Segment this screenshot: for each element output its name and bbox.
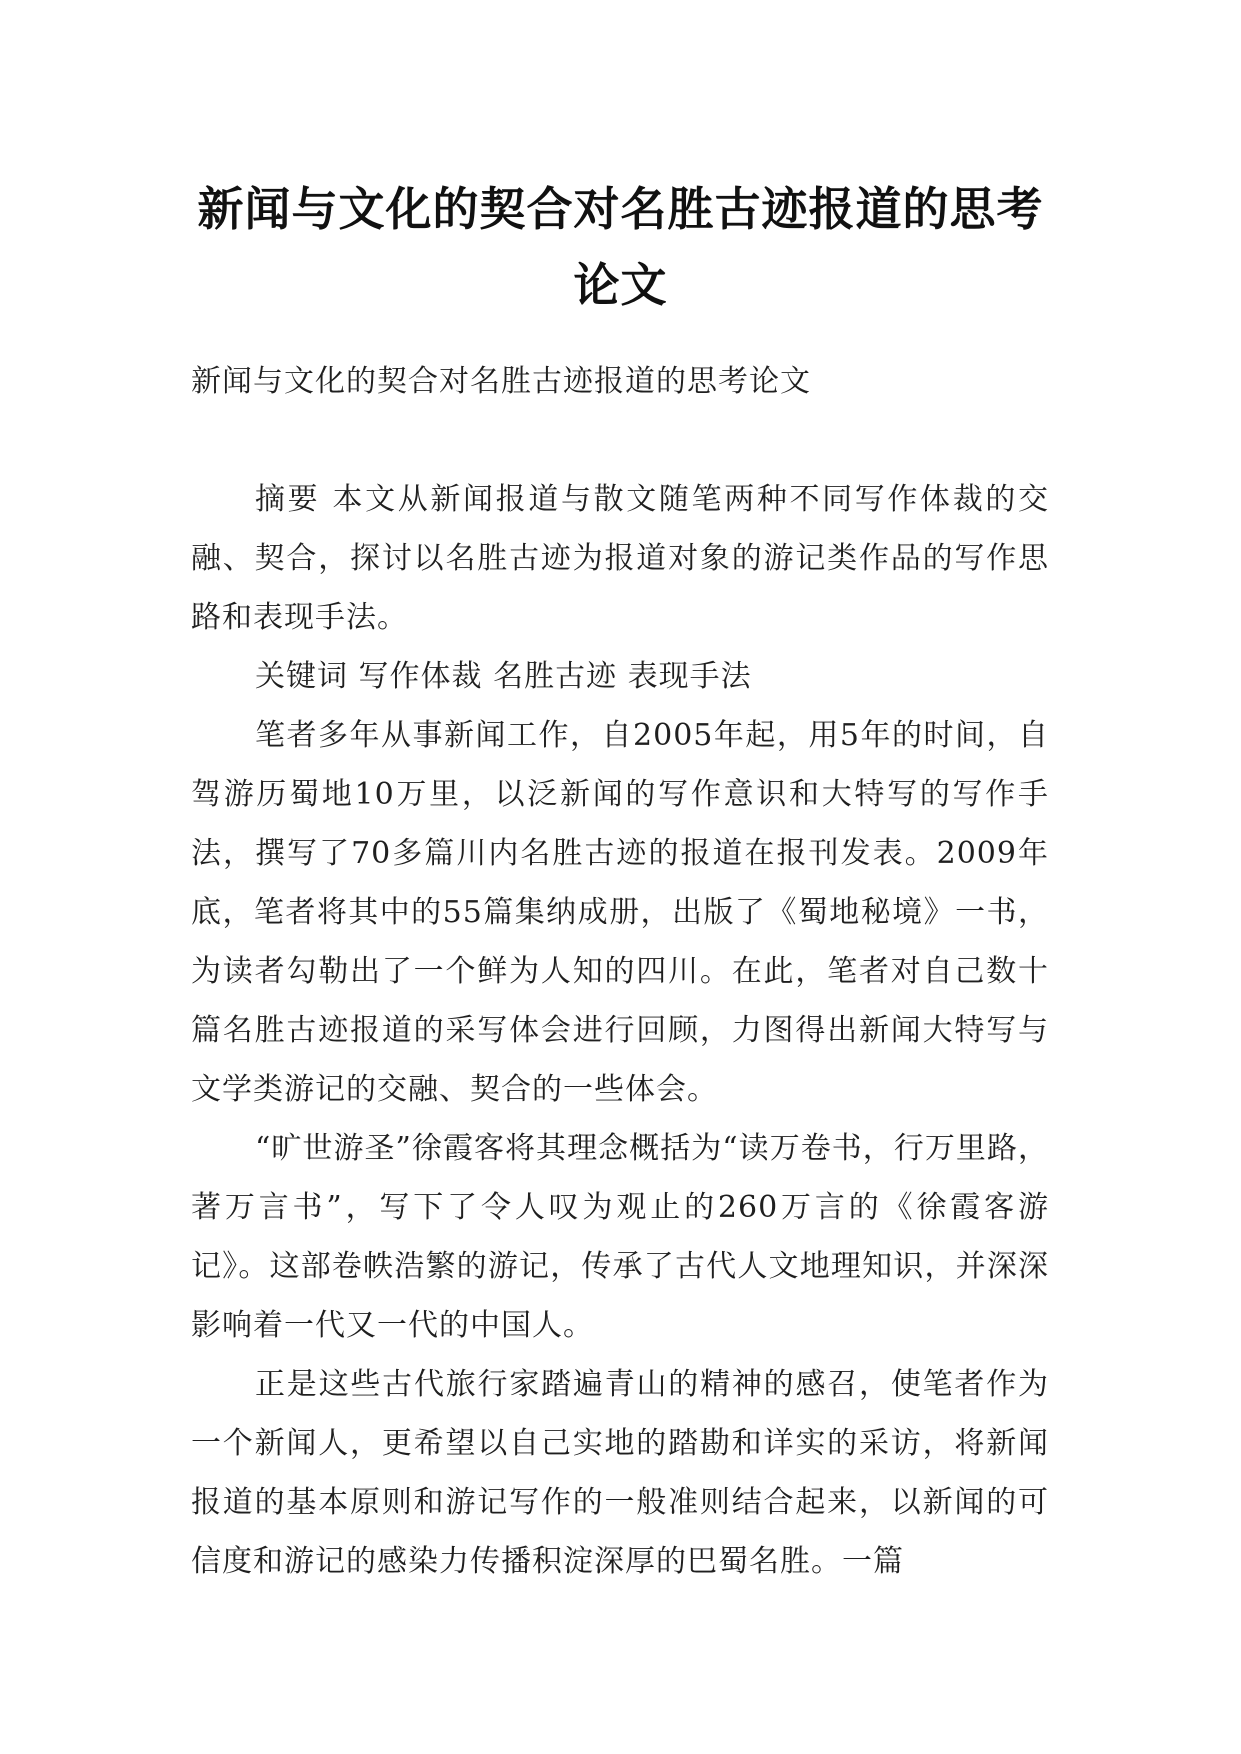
- body-paragraph: 笔者多年从事新闻工作，自2005年起，用5年的时间，自驾游历蜀地10万里，以泛新闻的写作意识和大特写的写作手法，撰写了70多篇川内名胜古迹的报道在报刊发表。2009年底，笔者将其中的55篇集纳成册，出版了《蜀地秘境》一书，为读者勾勒出了一个鲜为人知的四川。在此，笔者对自己数十篇名胜古迹报道的采写体会进行回顾，力图得出新闻大特写与文学类游记的交融、契合的一些体会。: [191, 718, 1049, 1107]
- document-subtitle: 新闻与文化的契合对名胜古迹报道的思考论文: [191, 364, 811, 399]
- document-title: [150, 171, 1091, 323]
- abstract-paragraph: 摘要 本文从新闻报道与散文随笔两种不同写作体裁的交融、契合，探讨以名胜古迹为报道对象的游记类作品的写作思路和表现手法。: [191, 482, 1049, 635]
- title-line-1: 新闻与文化的契合对名胜古迹报道的思考: [197, 181, 1044, 236]
- title-line-2: 论文: [573, 257, 668, 312]
- body-paragraph: 正是这些古代旅行家踏遍青山的精神的感召，使笔者作为一个新闻人，更希望以自己实地的踏勘和详实的采访，将新闻报道的基本原则和游记写作的一般准则结合起来，以新闻的可信度和游记的感染力传播积淀深厚的巴蜀名胜。一篇: [191, 1367, 1049, 1579]
- body-paragraph: “旷世游圣”徐霞客将其理念概括为“读万卷书，行万里路，著万言书”，写下了令人叹为观止的260万言的《徐霞客游记》。这部卷帙浩繁的游记，传承了古代人文地理知识，并深深影响着一代又一代的中国人。: [191, 1131, 1049, 1343]
- keywords-paragraph: 关键词 写作体裁 名胜古迹 表现手法: [255, 659, 752, 694]
- document-body: [191, 352, 1049, 1591]
